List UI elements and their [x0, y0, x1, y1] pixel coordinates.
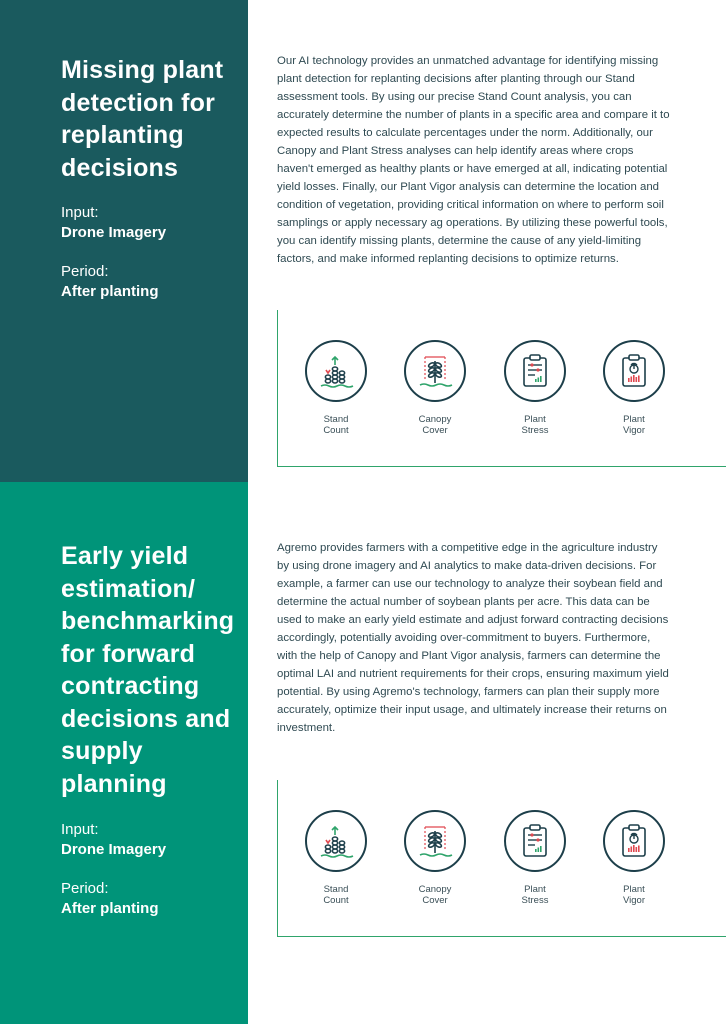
section-sidebar [0, 482, 248, 1024]
section-title: Missing plant detection for replanting decisions [61, 56, 224, 182]
canopy-cover-icon [404, 810, 466, 872]
period-meta [61, 262, 159, 302]
tool-plant-stress [500, 340, 570, 436]
input-label: Input: [61, 204, 99, 221]
plant-vigor-icon [603, 810, 665, 872]
tools-panel [277, 780, 726, 937]
canopy-cover-icon [404, 340, 466, 402]
period-value: After planting [61, 900, 159, 917]
section-body: Our AI technology provides an unmatched advantage for identifying missing plant detection for replanting decisions after planting through our Stand assessment tools. By using our precise Stand Count analysis, you can accurately determine the number of plants in a specific area and compare it to expected results to calculate percentages under the norm. Additionally, our Canopy and Plant Stress analyses can help identify areas where crops haven't emerged as healthy plants or have emerged at all, indicating potential yield losses. Finally, our Plant Vigor analysis can determine the location and condition of vegetation, providing critical information on where to perform soil samplings or apply necessary ag operations. By utilizing these powerful tools, you can identify missing plants, determine the cause of any yield-limiting factors, and make informed replanting decisions to optimize returns. [277, 55, 670, 265]
tool-label: Plant Stress [521, 884, 549, 906]
tool-plant-vigor [599, 340, 669, 436]
tool-stand-count [301, 340, 371, 436]
tool-plant-vigor [599, 810, 669, 906]
input-meta [61, 203, 166, 243]
tool-label: Canopy Cover [418, 884, 452, 906]
tool-stand-count [301, 810, 371, 906]
tool-plant-stress [500, 810, 570, 906]
tool-label: Canopy Cover [418, 414, 452, 436]
input-label: Input: [61, 821, 99, 838]
tool-label: Plant Stress [521, 414, 549, 436]
stand-count-icon [305, 810, 367, 872]
input-meta [61, 820, 166, 860]
period-value: After planting [61, 283, 159, 300]
section-body: Agremo provides farmers with a competitive edge in the agriculture industry by using drone imagery and AI analytics to make data-driven decisions. For example, a farmer can use our technology to analyze their soybean field and determine the actual number of soybean plants per acre. This data can be used to make an early yield estimate and adjust forward contracting decisions accordingly, potentially avoiding over-commitment to buyers. Furthermore, with the help of Canopy and Plant Vigor analysis, farmers can determine the optimal LAI and nutrient requirements for their crops, ensuring maximum yield potential. By using Agremo's technology, farmers can plan their supply more accurately, optimize their input usage, and ultimately increase their returns on investment. [277, 542, 669, 734]
tools-panel [277, 310, 726, 467]
tool-canopy-cover [400, 340, 470, 436]
tool-label: Plant Vigor [622, 414, 645, 436]
tool-label: Stand Count [323, 884, 349, 906]
plant-stress-icon [504, 340, 566, 402]
plant-stress-icon [504, 810, 566, 872]
section-title: Early yield estimation/ benchmarking for forward contracting decisions and supply planning [61, 542, 235, 798]
section-early-yield-estimation [0, 482, 726, 1024]
input-value: Drone Imagery [61, 224, 167, 241]
stand-count-icon [305, 340, 367, 402]
plant-vigor-icon [603, 340, 665, 402]
tool-label: Plant Vigor [622, 884, 645, 906]
period-meta [61, 879, 159, 919]
period-label: Period: [61, 880, 109, 897]
period-label: Period: [61, 263, 109, 280]
section-sidebar [0, 0, 248, 482]
section-missing-plant-detection [0, 0, 726, 482]
tool-label: Stand Count [323, 414, 349, 436]
tool-canopy-cover [400, 810, 470, 906]
input-value: Drone Imagery [61, 841, 167, 858]
